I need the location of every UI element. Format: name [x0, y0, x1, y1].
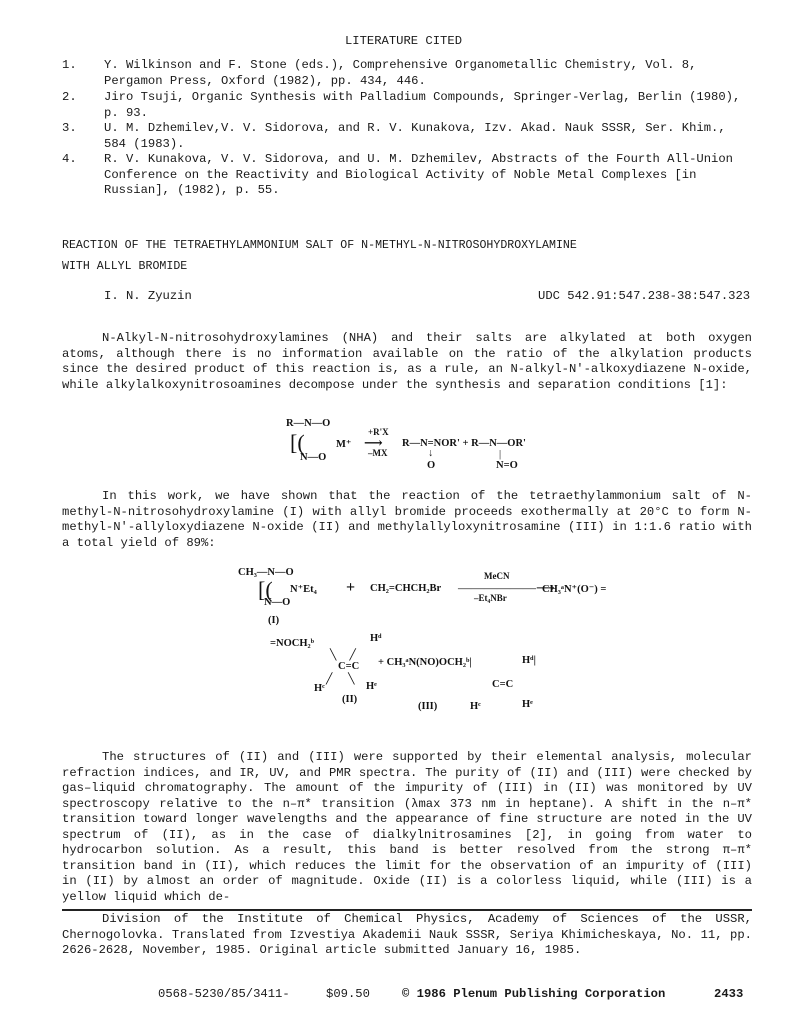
article-title-line-1: REACTION OF THE TETRAETHYLAMMONIUM SALT OF N-METHYL-N-NITROSOHYDROXYLAMINE [62, 239, 577, 252]
scheme2-cation: N⁺Et₄ [290, 584, 317, 595]
reference-item [62, 58, 752, 89]
scheme1-oxygen: O [427, 460, 436, 471]
scheme2-allyl-bromide: CH₂=CHCH₂Br [370, 583, 442, 594]
scheme2-bracket: [( [258, 577, 273, 602]
page-number: 2433 [714, 987, 744, 1001]
scheme2-arrow: ——————⟶ [458, 580, 555, 595]
scheme2-he-1: Hᵉ [366, 681, 377, 692]
paragraph-results: In this work, we have shown that the reaction of the tetraethylammonium salt of N-methyl-N-nitrosohydroxylamine (I) with allyl bromide proceeds exothermally at 20°C to form N-methyl-N'-allyloxydiazene N-oxide (II) and methylallyloxynitrosamine (III) in 1:1.6 ratio with a total yield of 89%: [62, 489, 752, 550]
scheme2-cc-2: C=C [492, 679, 514, 690]
reference-text: R. V. Kunakova, V. V. Sidorova, and U. M. Dzhemilev, Abstracts of the Fourth All-Union Conference on the Reactivity and Biological Activity of Noble Metal Complexes [in Russian], (1982), p. 55. [104, 152, 733, 197]
scheme2-product-III: + CH₃ᵃN(NO)OCH₂ᵇ| [378, 657, 472, 668]
scheme1-byproduct: –MX [368, 448, 388, 458]
reference-number: 1. [62, 58, 77, 72]
paragraph-structures: The structures of (II) and (III) were supported by their elemental analysis, molecular refraction indices, and IR, UV, and PMR spectra. The purity of (II) and (III) were checked by gas–liquid chromatography. The amount of the impurity of (III) in (II) was monitored by UV spectroscopy relative to the n–π* transition (λmax 373 nm in heptane). A shift in the n–π* transition toward longer wavelengths and the appearance of fine structure are noted in the UV spectrum of (II), as in the case of dialkylnitrosamines [2], in going from water to hydrocarbon solution. As a result, this band is better resolved from the strong π–π* transition band in (II), which reduces the limit for the observation of an impurity of (III) in (II) by almost an order of magnitude. Oxide (II) is a colorless liquid, while (III) is a yellow liquid which de- [62, 750, 752, 904]
scheme2-bonds-1: ╲ ╱ [330, 650, 356, 661]
scheme1-products: R—N=NOR' + R—N—OR' [402, 438, 526, 449]
scheme2-n-o: N—O [264, 597, 291, 608]
scheme2-solvent: MeCN [484, 571, 510, 581]
scheme2-label-I: (I) [268, 615, 280, 626]
scheme2-label-II: (II) [342, 694, 358, 705]
reference-number: 3. [62, 121, 77, 135]
scheme1-n-o: N—O [300, 452, 327, 463]
scheme1-oxide-arrow: ↓ [428, 448, 434, 459]
scheme2-label-III: (III) [418, 701, 438, 712]
footer-code: 0568-5230/85/3411- [158, 987, 290, 1001]
scheme2-product-start: CH₃ᵃN⁺(O⁻) = [542, 584, 607, 595]
scheme1-bond: | [499, 449, 502, 460]
scheme2-hd-1: Hᵈ [370, 633, 382, 644]
reference-text: Jiro Tsuji, Organic Synthesis with Palladium Compounds, Springer-Verlag, Berlin (1980), p. 93. [104, 90, 741, 120]
paragraph-intro: N-Alkyl-N-nitrosohydroxylamines (NHA) and their salts are alkylated at both oxygen atoms, although there is no information available on the ratio of the alkylation products since the desired product of this reaction is, as a rule, an N-alkyl-N'-alkoxydiazene N-oxide, while alkylalkoxynitrosoamines decompose under the synthesis and separation conditions [1]: [62, 331, 752, 392]
literature-cited-heading: LITERATURE CITED [344, 34, 463, 48]
scheme2-plus: + [346, 579, 356, 596]
reference-item [62, 90, 752, 121]
author: I. N. Zyuzin [104, 289, 192, 303]
scheme2-byproduct: –Et₄NBr [474, 593, 507, 603]
footer-price: $09.50 [326, 987, 370, 1001]
scheme1-metal: M⁺ [336, 439, 352, 450]
footer-copyright: © 1986 Plenum Publishing Corporation [402, 987, 666, 1001]
scheme2-hc-1: Hᶜ [314, 683, 325, 694]
scheme2-he-2: Hᵉ [522, 699, 533, 710]
scheme1-reagent: +R'X [368, 427, 389, 437]
scheme2-ch3-n-o: CH₃—N—O [238, 567, 294, 578]
scheme1-arrow: ⟶ [364, 435, 383, 450]
article-title-line-2: WITH ALLYL BROMIDE [62, 260, 188, 273]
udc-code: UDC 542.91:547.238-38:547.323 [538, 289, 751, 303]
reference-text: Y. Wilkinson and F. Stone (eds.), Comprehensive Organometallic Chemistry, Vol. 8, Pergamon Press, Oxford (1982), pp. 434, 446. [104, 58, 697, 88]
reaction-scheme-1 [270, 418, 550, 478]
scheme1-bracket: [( [290, 430, 305, 455]
reference-item [62, 121, 752, 152]
scheme2-hd-2: Hᵈ| [522, 655, 536, 666]
scheme2-noch2: =NOCH₂ᵇ [270, 638, 315, 649]
reaction-scheme-2 [230, 563, 630, 713]
scheme2-cc-1: C=C [338, 661, 360, 672]
scheme2-hc-2: Hᶜ [470, 701, 481, 712]
reference-text: U. M. Dzhemilev,V. V. Sidorova, and R. V. Kunakova, Izv. Akad. Nauk SSSR, Ser. Khim., 584 (1983). [104, 121, 726, 151]
footnote-divider [62, 909, 752, 911]
reference-item [62, 152, 752, 199]
reference-number: 4. [62, 152, 77, 166]
scheme1-nitroso: N=O [496, 460, 518, 471]
reference-number: 2. [62, 90, 77, 104]
footnote: Division of the Institute of Chemical Physics, Academy of Sciences of the USSR, Chernogolovka. Translated from Izvestiya Akademii Nauk SSSR, Seriya Khimicheskaya, No. 11, pp. 2626-2628, November, 1985. Original article submitted January 16, 1985. [62, 912, 752, 957]
scheme2-bonds-2: ╱ ╲ [326, 674, 355, 685]
scheme1-r-n-o: R—N—O [286, 418, 331, 429]
